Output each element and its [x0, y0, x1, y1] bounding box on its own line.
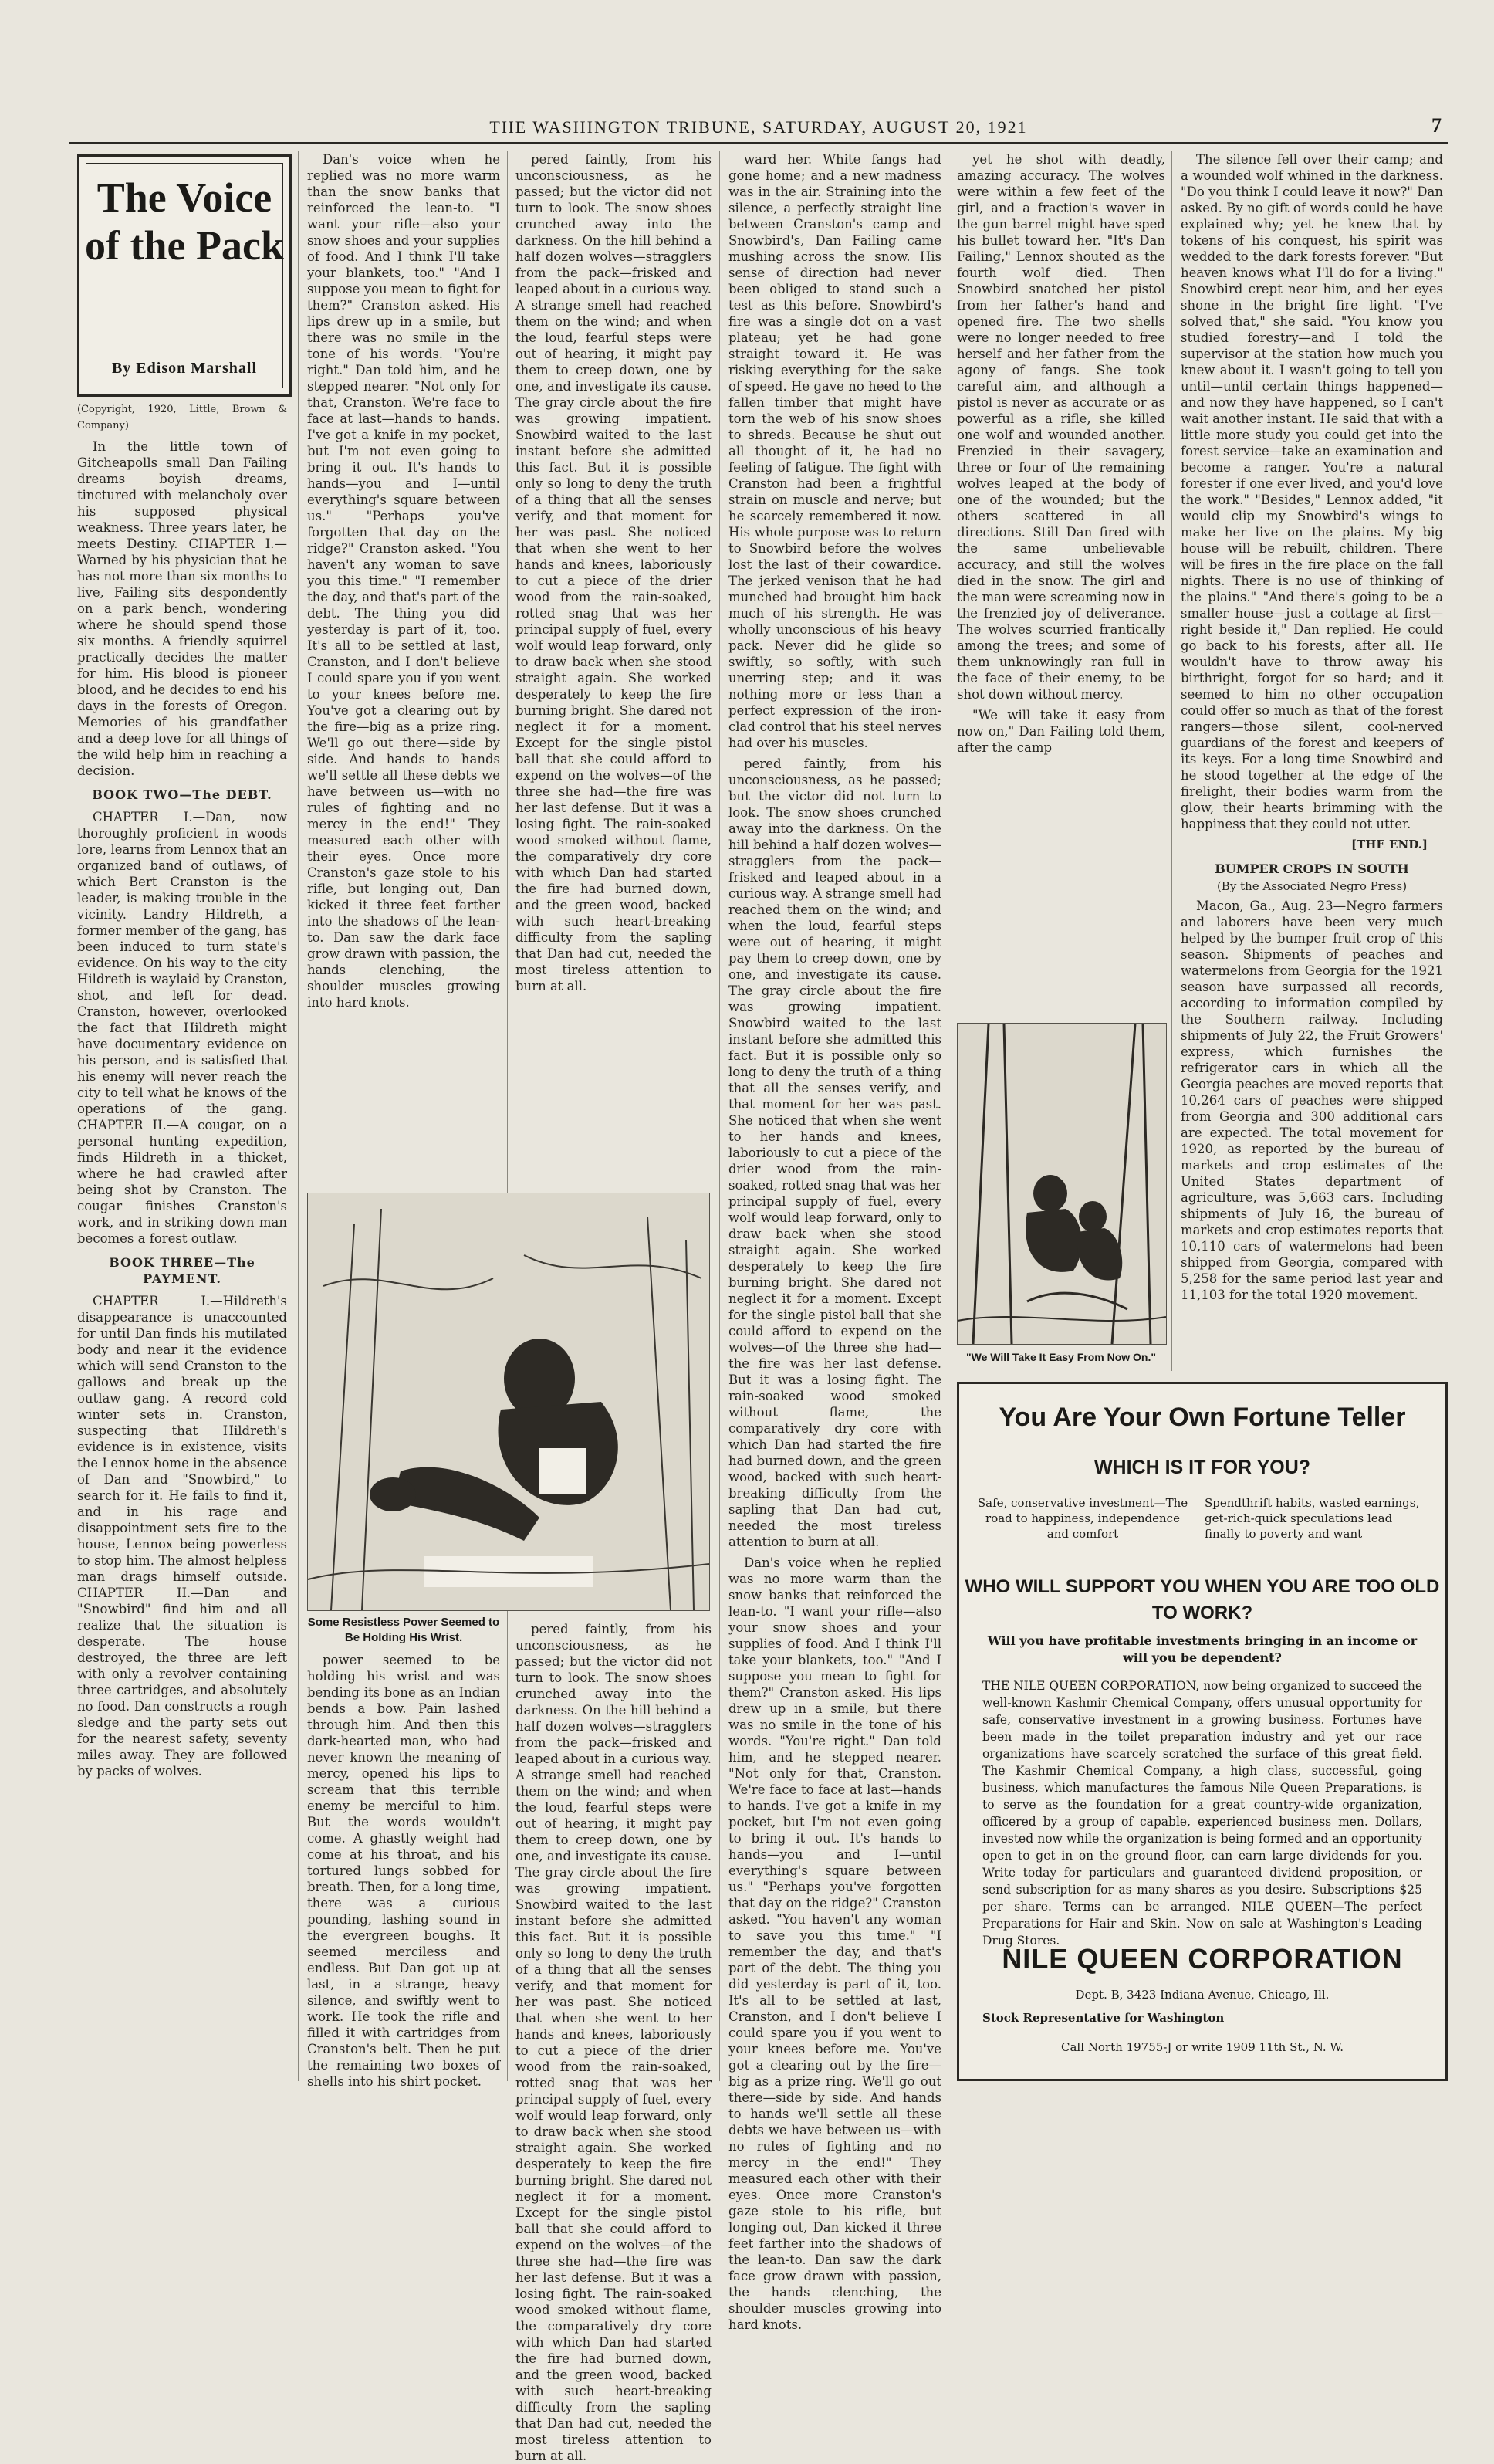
ad-question: Will you have profitable investments bringing in an income or will you be dependent? [987, 1633, 1418, 1665]
the-end: [THE END.] [1350, 838, 1428, 851]
ad-headline: You Are Your Own Fortune Teller [999, 1403, 1406, 1432]
bumper-subhead: (By the Associated Negro Press) [1216, 879, 1408, 893]
illustration-camp-scene [958, 1024, 1166, 1344]
story-text: Dan's voice when he replied was no more warm than the snow banks that reinforced the lean-to. "I want your rifle—also your snow shoes and your supplies of food. And I think I'll take your blankets, too." "And I suppose you mean to fight for them?" Cranston asked. His lips drew up in a smile, but there was no smile in the tone of his words. "You're right." Dan told him, and he stepped nearer. "Not only for that, Cranston. We're face to face at last—hands to hands. I've got a knife in my pocket, but I'm not even going to bring it out. It's hands to hands—you and I—until everything's square between us." "Perhaps you've forgotten that day on the ridge?" Cranston asked. "You haven't any woman to save you this time." "I remember the day, and that's part of the debt. The thing you did yesterday is part of it, too. It's all to be settled at last, Cranston, and I don't believe I could spare you if you went to your knees before me. You've got a clearing out by the fire—big as a prize ring. We'll go out there—side by side. And hands to hands we'll settle all these debts we have between us—with no rules of fighting and no mercy in the end!" They measured each other with their eyes. Once more Cranston's gaze stole to his rifle, but longing out, Dan kicked it three feet farther into the shadows of the lean-to. Dan saw the dark face grow drawn with passion, the hands clenching, the shoulder muscles growing into hard knots. [728, 1555, 941, 2332]
bumper-headline: BUMPER CROPS IN SOUTH [1215, 861, 1409, 876]
story-text: Dan's voice when he replied was no more warm than the snow banks that reinforced the lean-to. "I want your rifle—also your snow shoes and your supplies of food. And I think I'll take your blankets, too." "And I suppose you mean to fight for them?" Cranston asked. His lips drew up in a smile, but there was no smile in the tone of his words. "You're right." Dan told him, and he stepped nearer. "Not only for that, Cranston. We're face to face at last—hands to hands. I've got a knife in my pocket, but I'm not even going to bring it out. It's hands to hands—you and I—until everything's square between us." "Perhaps you've forgotten that day on the ridge?" Cranston asked. "You haven't any woman to save you this time." "I remember the day, and that's part of the debt. The thing you did yesterday is part of it, too. It's all to be settled at last, Cranston, and I don't believe I could spare you if you went to your knees before me. You've got a clearing out by the fire—big as a prize ring. We'll go out there—side by side. And hands to hands we'll settle all these debts we have between us—with no rules of fighting and no mercy in the end!" They measured each other with their eyes. Once more Cranston's gaze stole to his rifle, but longing out, Dan kicked it three feet farther into the shadows of the lean-to. Dan saw the dark face grow drawn with passion, the hands clenching, the shoulder muscles growing into hard knots. [307, 152, 500, 1010]
nile-queen-advertisement [957, 1382, 1448, 2081]
story-byline: By Edison Marshall [111, 360, 258, 377]
copyright: (Copyright, 1920, Little, Brown & Company) [77, 404, 287, 432]
ad-call: Call North 19755-J or write 1909 11th St., N. W. [1061, 2040, 1344, 2054]
book-two-heading: BOOK TWO—The DEBT. [92, 787, 272, 802]
illustration-fight-scene [308, 1193, 709, 1610]
story-column-5 [957, 151, 1165, 1016]
ad-right-box: Spendthrift habits, wasted earnings, get-rich-quick speculations lead finally to poverty and want [1205, 1496, 1420, 1541]
ad-left-box: Safe, conservative investment—The road to happiness, independence and comfort [975, 1495, 1191, 1562]
synopsis-text: In the little town of Gitcheapolls small Dan Failing dreams boyish dreams, tinctured with melancholy over his supposed physical weakness. Three years later, he meets Destiny. CHAPTER I.—Warned by his physician that he has not more than six months to live, Failing sits despondently on a park bench, wondering where he should spend those six months. A friendly squirrel practically decides the matter for him. His blood is pioneer blood, and he decides to end his days in the forests of Oregon. Memories of his grandfather and a deep love for all things of the wild help him in reaching a decision. [77, 439, 287, 778]
page-number: 7 [1431, 114, 1443, 137]
column-rule [298, 151, 299, 2081]
story-text: power seemed to be holding his wrist and was bending its bone as an Indian bends a bow. Pain lashed through him. And then this dark-hearted man, who had never known the meaning of mercy, opened his lips to scream that this terrible enemy be merciful to him. But the words wouldn't come. A ghastly weight had come at his throat, and his tortured lungs sobbed for breath. Then, for a long time, there was a curious pounding, lashing sound in the evergreen boughs. It seemed merciless and endless. But Dan got up at last, in a strange, heavy silence, and swiftly went to work. He took the rifle and filled it with cartridges from Cranston's belt. Then he put the remaining two boxes of shells into his shirt pocket. [307, 1653, 500, 2089]
column-rule [507, 151, 508, 2081]
story-column-2 [307, 151, 500, 1182]
illustration-left [307, 1193, 710, 1611]
ad-address: Dept. B, 3423 Indiana Avenue, Chicago, Ill. [1075, 1988, 1330, 2002]
ad-corporation-name: NILE QUEEN CORPORATION [1002, 1943, 1403, 1975]
illustration-caption-right: "We Will Take It Easy From Now On." [965, 1351, 1156, 1363]
synopsis-column [77, 401, 287, 2076]
story-title-box [77, 154, 292, 397]
story-column-6 [1181, 151, 1443, 1375]
story-text: yet he shot with deadly, amazing accuracy. The wolves were within a few feet of the girl, and a fraction's waver in the gun barrel might have sped his bullet toward her. "It's Dan Failing," Lennox shouted as the fourth wolf died. Then Snowbird snatched her pistol from her father's hand and opened fire. The two shells were no longer needed to free herself and her father from the agony of fangs. She took careful aim, and although a pistol is never as accurate or as powerful as a rifle, she killed one wolf and wounded another. Frenzied in their savagery, three or four of the remaining wolves leaped at the body of one of the wounded; but the others scattered in all directions. Still Dan fired with the same unbelievable accuracy, and still the wolves died in the snow. The girl and the man were screaming now in the frenzied joy of deliverance. The wolves scurried frantically among the trees; and some of them unknowingly ran full in the face of their enemy, to be shot down without mercy. [957, 152, 1165, 702]
story-text: pered faintly, from his unconsciousness, as he passed; but the victor did not turn to look. The snow shoes crunched away into the darkness. On the hill behind a half dozen wolves—stragglers from the pack—frisked and leaped about in a curious way. A strange smell had reached them on the wind; and when the loud, fearful steps were out of hearing, it might pay them to creep down, one by one, and investigate its cause. The gray circle about the fire was growing impatient. Snowbird waited to the last instant before she admitted this fact. But it is possible only so long to deny the truth of a thing that all the senses verify, and that moment for her was past. She noticed that when she went to her hands and knees, laboriously to cut a piece of the drier wood from the rain-soaked, rotted snag that was her principal supply of fuel, every wolf would leap forward, only to draw back when she stood straight again. She worked desperately to keep the fire burning bright. She dared not neglect it for a moment. Except for the single pistol ball that she could afford to expend on the wolves—of the three she had—the fire was her last defense. But it was a losing fight. The rain-soaked wood smoked without flame, the comparatively dry core with which Dan had started the fire had burned down, and the green wood, backed with such heart-breaking difficulty from the sapling that Dan had cut, needed the most tireless attention to burn at all. [515, 152, 712, 993]
bumper-text: Macon, Ga., Aug. 23—Negro farmers and laborers have been very much helped by the bumper fruit crop of this season. Shipments of peaches and watermelons from Georgia for the 1921 season have surpassed all records, according to information compiled by the Southern railway. Including shipments of July 22, the Fruit Growers' express, which furnishes the refrigerator cars in which all the Georgia peaches are moved reports that 10,264 cars of peaches were shipped from Georgia and 300 additional cars are expected. The total movement for 1920, as reported by the bureau of markets and crop estimates of the United States department of agriculture, was 5,663 cars. Including shipments of July 16, the bureau of markets and crop estimates reports that 10,110 cars of watermelons had been shipped from Georgia, compared with 5,258 for the same period last year and 11,103 for the total 1920 movement. [1181, 899, 1443, 1302]
book-three-heading: BOOK THREE—The PAYMENT. [109, 1255, 255, 1286]
story-text: ward her. White fangs had gone home; and a new madness was in the air. Straining into the silence, a perfectly straight line between Cranston's camp and Snowbird's, Dan Failing came mushing across the snow. His sense of direction had never been obliged to stand such a test as this before. Snowbird's fire was a single dot on a vast plateau; yet he had gone straight toward it. He was risking everything for the sake of speed. He gave no heed to the fallen timber that might have torn the web of his snow shoes to shreds. Because he shut out all thought of it, he had no feeling of fatigue. The fight with Cranston had been a frightful strain on muscle and nerve; but he scarcely remembered it now. His whole purpose was to return to Snowbird before the wolves lost the last of their cowardice. The jerked venison that he had munched had brought him back much of his strength. He was wholly unconscious of his heavy pack. Never did he glide so swiftly, so softly, with such unerring step; and it was nothing more or less than a perfect expression of the iron-clad control that his steel nerves had over his muscles. [728, 152, 941, 750]
story-text: The silence fell over their camp; and a wounded wolf whined in the darkness. "Do you think I could leave it now?" Dan asked. By no gift of words could he have explained why; yet he knew that by tokens of his conquest, his spirit was wedded to the dark forests forever. "But heaven knows what I'll do for a living." Snowbird crept near him, and her eyes shone in the bright fire light. "I've solved that," she said. "You know you studied forestry—and I told the supervisor at the station how much you knew about it. I wasn't going to tell you until—until certain things happened—and now they have happened, so I can't wait another instant. He said that with a little more study you could get into the forest service—take an examination and become a ranger. You're a natural forester if one ever lived, and you'd love the work." "Besides," Lennox added, "it would clip my Snowbird's wings to make her live on the plains. My big house will be rebuilt, children. There will be fires in the fire place on the fall nights. There is no use of thinking of the plains." "And there's going to be a smaller house—just a cottage at first—right beside it," Dan replied. He could go back to his forests, after all. He wouldn't have to throw away his birthright, forgot for so hard; and it seemed to him no other occupation could offer so much as that of the forest rangers—those silent, cool-nerved guardians of the forest and keepers of its keys. For a long time Snowbird and he stood together at the edge of the firelight, their bodies warm from the glow, their hearts brimming with the happiness that they could not utter. [1181, 152, 1443, 831]
illustration-caption-left: Some Resistless Power Seemed to Be Holding His Wrist. [307, 1616, 500, 1644]
ad-body: THE NILE QUEEN CORPORATION, now being organized to succeed the well-known Kashmir Chemical Company, offers unusual opportunity for safe, conservative investment in a growing business. Fortunes have been made in the toilet preparation industry and yet our race organizations have scarcely scratched the surface of this great field. The Kashmir Chemical Company, a high class, successful, going business, which manufactures the famous Nile Queen Preparations, is to serve as the foundation for a great country-wide organization, officered by a group of capable, experienced business men. Dollars, invested now while the organization is being formed and an opportunity open to get in on the ground floor, can earn large dividends for you. Write today for particulars and guaranteed dividend proposition, or send subscription for as many shares as you desire. Subscriptions $25 per share. Terms can be arranged. NILE QUEEN—The perfect Preparations for Hair and Skin. Now on sale at Washington's Leading Drug Stores. [982, 1679, 1422, 1948]
column-rule [719, 151, 720, 2081]
story-column-3 [515, 151, 712, 1182]
column-rule [1171, 151, 1172, 1371]
story-text: pered faintly, from his unconsciousness, as he passed; but the victor did not turn to look. The snow shoes crunched away into the darkness. On the hill behind a half dozen wolves—stragglers from the pack—frisked and leaped about in a curious way. A strange smell had reached them on the wind; and when the loud, fearful steps were out of hearing, it might pay them to creep down, one by one, and investigate its cause. The gray circle about the fire was growing impatient. Snowbird waited to the last instant before she admitted this fact. But it is possible only so long to deny the truth of a thing that all the senses verify, and that moment for her was past. She noticed that when she went to her hands and knees, laboriously to cut a piece of the drier wood from the rain-soaked, rotted snag that was her principal supply of fuel, every wolf would leap forward, only to draw back when she stood straight again. She worked desperately to keep the fire burning bright. She dared not neglect it for a moment. Except for the single pistol ball that she could afford to expend on the wolves—of the three she had—the fire was her last defense. But it was a losing fight. The rain-soaked wood smoked without flame, the comparatively dry core with which Dan had started the fire had burned down, and the green wood, backed with such heart-breaking difficulty from the sapling that Dan had cut, needed the most tireless attention to burn at all. [728, 756, 941, 1549]
book-two-text: CHAPTER I.—Dan, now thoroughly proficient in woods lore, learns from Lennox that an organized band of outlaws, of which Bert Cranston is the leader, is making trouble in the vicinity. Landry Hildreth, a former member of the gang, has been induced to turn state's evidence. On his way to the city Hildreth is waylaid by Cranston, shot, and left for dead. Cranston, however, overlooked the fact that Hildreth might have documentary evidence on his person, and is satisfied that his enemy will never reach the city to tell what he knows of the operations of the gang. CHAPTER II.—A cougar, on a personal hunting expedition, finds Hildreth in a thicket, where he had crawled after being shot by Cranston. The cougar finishes Cranston's work, and in striking down man becomes a forest outlaw. [77, 810, 287, 1246]
story-column-4 [728, 151, 941, 2332]
ad-representative: Stock Representative for Washington [982, 2011, 1225, 2025]
story-column-2-lower [307, 1652, 500, 2089]
story-column-3-lower [515, 1621, 712, 2463]
story-title: The Voice of the Pack [85, 174, 284, 269]
illustration-lead-quote: "We will take it easy from now on," Dan Failing told them, after the camp [957, 708, 1165, 755]
ad-which: WHICH IS IT FOR YOU? [1093, 1457, 1311, 1478]
masthead-line: THE WASHINGTON TRIBUNE, SATURDAY, AUGUST 20, 1921 [489, 117, 1028, 137]
story-text: pered faintly, from his unconsciousness, as he passed; but the victor did not turn to look. The snow shoes crunched away into the darkness. On the hill behind a half dozen wolves—stragglers from the pack—frisked and leaped about in a curious way. A strange smell had reached them on the wind; and when the loud, fearful steps were out of hearing, it might pay them to creep down, one by one, and investigate its cause. The gray circle about the fire was growing impatient. Snowbird waited to the last instant before she admitted this fact. But it is possible only so long to deny the truth of a thing that all the senses verify, and that moment for her was past. She noticed that when she went to her hands and knees, laboriously to cut a piece of the drier wood from the rain-soaked, rotted snag that was her principal supply of fuel, every wolf would leap forward, only to draw back when she stood straight again. She worked desperately to keep the fire burning bright. She dared not neglect it for a moment. Except for the single pistol ball that she could afford to expend on the wolves—of the three she had—the fire was her last defense. But it was a losing fight. The rain-soaked wood smoked without flame, the comparatively dry core with which Dan had started the fire had burned down, and the green wood, backed with such heart-breaking difficulty from the sapling that Dan had cut, needed the most tireless attention to burn at all. [515, 1622, 712, 2463]
ad-who-will-support: WHO WILL SUPPORT YOU WHEN YOU ARE TOO OLD TO WORK? [965, 1576, 1440, 1623]
masthead [69, 114, 1448, 144]
book-three-text: CHAPTER I.—Hildreth's disappearance is unaccounted for until Dan finds his mutilated body and near it the evidence which will send Cranston to the gallows and break up the outlaw gang. A record cold winter sets in. Cranston, suspecting that Hildreth's evidence is in existence, visits the Lennox home in the absence of Dan and "Snowbird," to search for it. He fails to find it, and in his rage and disappointment sets fire to the house, Lennox being powerless to stop him. The almost helpless man drags himself outside. CHAPTER II.—Dan and "Snowbird" find him and all realize that the situation is desperate. The house destroyed, the three are left with only a revolver containing three cartridges, and absolutely no food. Dan constructs a rough sledge and the party sets out for the nearest safety, seventy miles away. They are followed by packs of wolves. [77, 1294, 287, 1779]
illustration-right [957, 1023, 1167, 1345]
